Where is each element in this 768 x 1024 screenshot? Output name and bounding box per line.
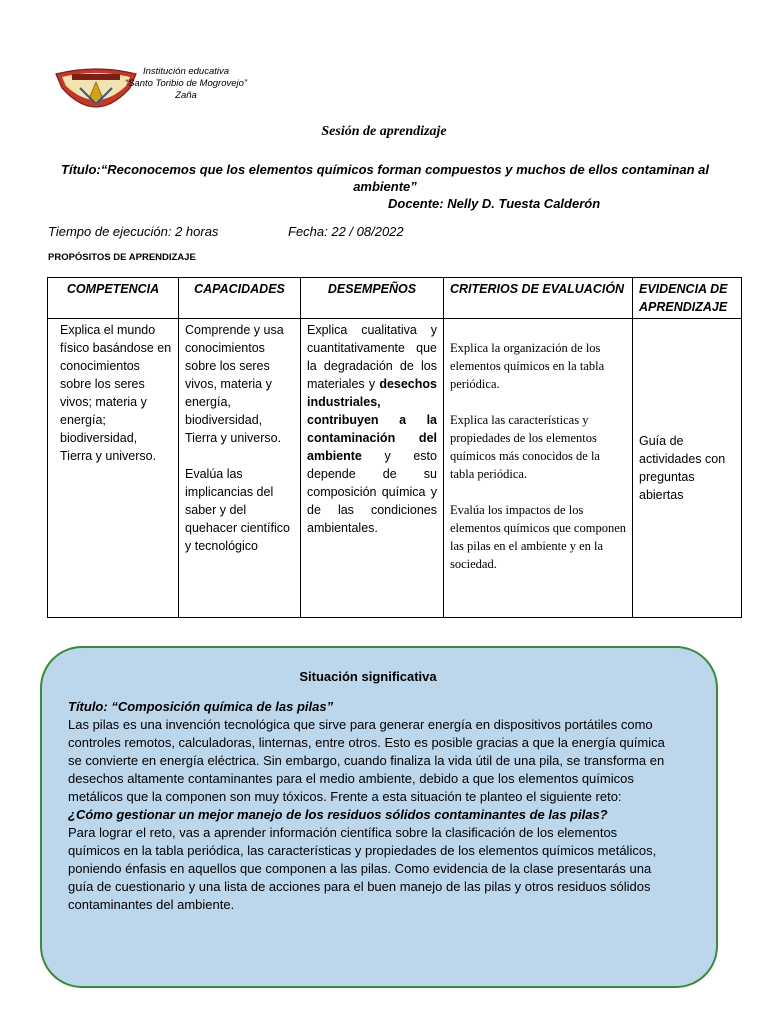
institution-line-1: Institución educativa	[142, 66, 230, 77]
situation-box	[40, 646, 718, 988]
header-desempenos: DESEMPEÑOS	[301, 278, 444, 319]
institution-name	[116, 66, 256, 102]
cell-evidencia: Guía de actividades con preguntas abiertas	[633, 319, 742, 618]
header-criterios: CRITERIOS DE EVALUACIÓN	[444, 278, 633, 319]
learning-table	[47, 277, 742, 618]
duration: Tiempo de ejecución: 2 horas	[48, 224, 219, 239]
desempeno-text-c: y esto depende de su composición química y de las condiciones ambientales.	[307, 449, 437, 535]
institution-line-2: “Santo Toribio de Mogrovejo”	[124, 78, 248, 89]
criterio-3: Evalúa los impactos de los elementos químicos que componen las pilas en el ambiente y en la sociedad.	[450, 503, 627, 571]
date: Fecha: 22 / 08/2022	[288, 224, 404, 239]
cell-capacidades	[179, 319, 301, 618]
capacidad-1: Comprende y usa conocimientos sobre los seres vivos, materia y energía, biodiversidad, Tierra y universo.	[185, 323, 284, 445]
header-capacidades: CAPACIDADES	[179, 278, 301, 319]
situation-challenge: ¿Cómo gestionar un mejor manejo de los residuos sólidos contaminantes de las pilas?	[68, 807, 608, 822]
institution-line-3: Zaña	[175, 90, 197, 101]
header-evidencia: EVIDENCIA DE APRENDIZAJE	[633, 278, 742, 319]
session-title: Sesión de aprendizaje	[321, 124, 447, 139]
criterio-1: Explica la organización de los elementos químicos en la tabla periódica.	[450, 341, 605, 391]
cell-competencia: Explica el mundo físico basándose en conocimientos sobre los seres vivos; materia y energía; biodiversidad, Tierra y universo.	[48, 319, 179, 618]
document-title: Título:“Reconocemos que los elementos químicos forman compuestos y muchos de ellos contaminan al ambiente”	[61, 162, 709, 194]
situation-paragraph-1	[68, 716, 668, 824]
desempeno-bold: desechos industriales, contribuyen a la contaminación del ambiente	[307, 377, 437, 463]
cell-criterios	[444, 319, 633, 618]
situation-text-1: Las pilas es una invención tecnológica que sirve para generar energía en dispositivos portátiles como controles remotos, calculadoras, linternas, entre otros. Esto es posible gracias a que la energía química se convierte en energía eléctrica. Sin embargo, cuando finaliza la vida útil de una pila, se transforma en desechos altamente contaminantes para el medio ambiente, debido a que los elementos químicos metálicos que la componen son muy tóxicos. Frente a esta situación te planteo el siguiente reto:	[68, 717, 665, 804]
cell-desempenos	[301, 319, 444, 618]
header-competencia: COMPETENCIA	[48, 278, 179, 319]
teacher-name: Docente: Nelly D. Tuesta Calderón	[388, 196, 601, 211]
purposes-label: PROPÓSITOS DE APRENDIZAJE	[48, 252, 196, 263]
table-header-row	[48, 278, 742, 319]
criterio-2: Explica las características y propiedades de los elementos químicos más conocidos de la tabla periódica.	[450, 413, 600, 481]
situation-paragraph-2: Para lograr el reto, vas a aprender información científica sobre la clasificación de los elementos químicos en la tabla periódica, las características y propiedades de los elementos químicos metálicos, poniendo énfasis en aquellos que componen a las pilas. Como evidencia de la clase presentarás una guía de cuestionario y una lista de acciones para el buen manejo de las pilas y otros residuos sólidos contaminantes del ambiente.	[68, 825, 657, 912]
desempeno-text-a: Explica cualitativa y cuantitativamente que la degradación de los materiales y	[307, 323, 437, 391]
situation-title: Título: “Composición química de las pilas”	[68, 699, 334, 714]
situation-heading: Situación significativa	[299, 669, 437, 684]
capacidad-2: Evalúa las implicancias del saber y del quehacer científico y tecnológico	[185, 467, 290, 553]
table-row	[48, 319, 742, 618]
